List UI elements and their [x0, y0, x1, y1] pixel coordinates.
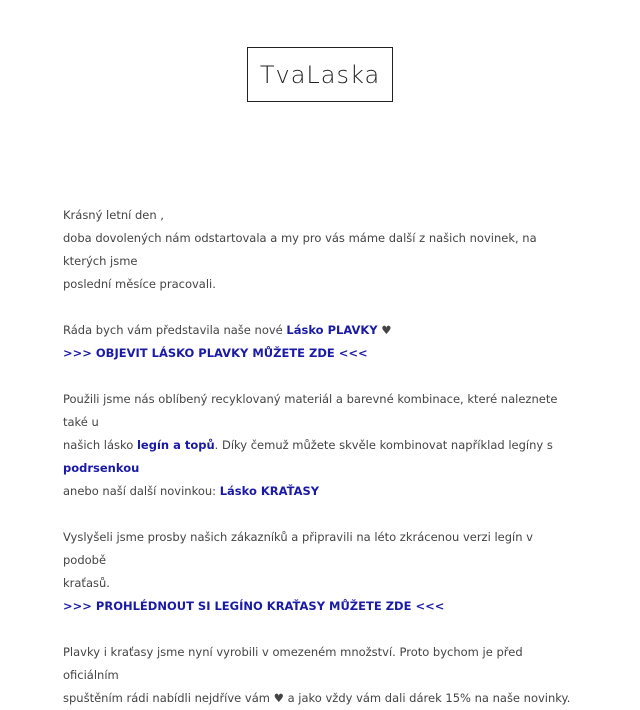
material-line-1: Použili jsme nás oblíbený recyklovaný materiál a barevné kombinace, které naleznete také u — [63, 392, 558, 429]
swimwear-paragraph — [63, 319, 573, 342]
greeting: Krásný letní den , — [63, 208, 164, 222]
shorts-line-2: kraťasů. — [63, 576, 110, 590]
view-shorts-link[interactable]: >>> PROHLÉDNOUT SI LEGÍNO KRAŤASY MŮŽETE ZDE <<< — [63, 599, 445, 613]
logo[interactable] — [247, 47, 393, 102]
heart-icon: ♥ — [377, 323, 392, 337]
leggings-tops-link[interactable]: legín a topů — [136, 438, 215, 452]
material-line-2 — [63, 434, 573, 480]
material-line-3 — [63, 480, 573, 503]
shorts-line-1: Vyslyšeli jsme prosby našich zákazníků a připravili na léto zkrácenou verzi legín v podobě — [63, 530, 533, 567]
email-body — [63, 204, 573, 710]
intro-line-1: doba dovolených nám odstartovala a my pro vás máme další z našich novinek, na kterých jsme — [63, 231, 537, 268]
material-text-b: . Díky čemuž můžete skvěle kombinovat například legíny s — [214, 438, 553, 452]
intro-line-2: poslední měsíce pracovali. — [63, 277, 216, 291]
swimwear-text: Ráda bych vám představila naše nové — [63, 323, 287, 337]
limited-line-1: Plavky i kraťasy jsme nyní vyrobili v omezeném množství. Proto bychom je před oficiálním — [63, 645, 523, 682]
material-text-a: našich lásko — [63, 438, 137, 452]
discover-swimwear-link[interactable]: >>> OBJEVIT LÁSKO PLAVKY MŮŽETE ZDE <<< — [63, 346, 368, 360]
swimwear-link[interactable]: Lásko PLAVKY — [286, 323, 378, 337]
limited-line-2: spuštěním rádi nabídli nejdříve vám ♥ a jako vždy vám dali dárek 15% na naše novinky. — [63, 691, 571, 705]
logo-text: TvaLaska — [259, 60, 381, 89]
bra-link[interactable]: podrsenkou — [63, 461, 140, 475]
shorts-link[interactable]: Lásko KRAŤASY — [219, 484, 320, 498]
material-text-c: anebo naší další novinkou: — [63, 484, 220, 498]
